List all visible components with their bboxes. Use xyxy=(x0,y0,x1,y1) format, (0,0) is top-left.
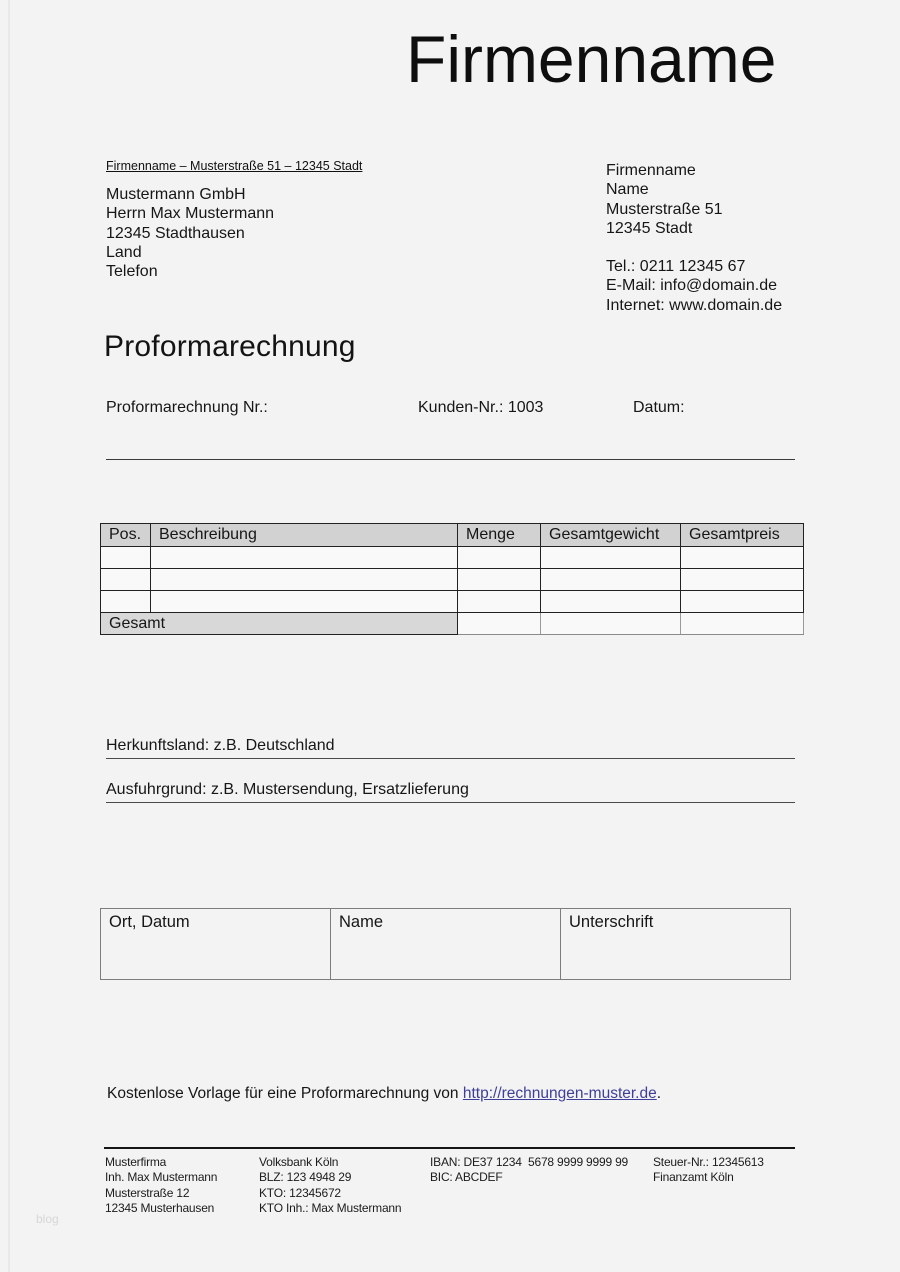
footer-company-column xyxy=(105,1155,217,1217)
footer-divider xyxy=(104,1147,795,1149)
empty-cell xyxy=(541,591,681,613)
items-table-empty-row xyxy=(101,591,804,613)
footer-tax-column xyxy=(653,1155,764,1186)
footer-line: Volksbank Köln xyxy=(259,1155,339,1169)
total-preis-cell xyxy=(681,613,804,635)
empty-cell xyxy=(101,569,151,591)
total-menge-cell xyxy=(458,613,541,635)
footer-iban-column xyxy=(430,1155,628,1186)
items-table xyxy=(100,523,804,635)
empty-cell xyxy=(541,547,681,569)
empty-cell xyxy=(151,547,458,569)
template-credit-note xyxy=(107,1085,661,1103)
company-email: E-Mail: info@domain.de xyxy=(606,277,777,295)
template-source-link[interactable]: http://rechnungen-muster.de xyxy=(462,1085,657,1102)
footer-line: IBAN: DE37 1234 5678 9999 9999 99 xyxy=(430,1155,629,1169)
note-suffix: . xyxy=(656,1085,662,1102)
empty-cell xyxy=(151,591,458,613)
items-table-total-row xyxy=(101,613,804,635)
note-text: Kostenlose Vorlage für eine Proformarechnung von xyxy=(107,1085,463,1102)
company-address-line: Firmenname xyxy=(606,162,696,179)
col-header-gesamtpreis: Gesamtpreis xyxy=(681,524,804,547)
signature-section xyxy=(100,908,791,980)
company-address-line: 12345 Stadt xyxy=(606,219,693,237)
footer-line: BLZ: 123 4948 29 xyxy=(259,1170,352,1185)
footer-bank-column xyxy=(259,1155,401,1217)
items-table-header-row xyxy=(101,524,804,547)
date-label: Datum: xyxy=(633,399,685,416)
footer-line: Musterstraße 12 xyxy=(105,1185,190,1200)
signature-box-place-date: Ort, Datum xyxy=(100,908,331,980)
empty-cell xyxy=(681,569,804,591)
origin-field: Herkunftsland: z.B. Deutschland xyxy=(106,737,795,759)
recipient-line: Telefon xyxy=(106,263,158,281)
items-table-empty-row xyxy=(101,547,804,569)
footer-line: Inh. Max Mustermann xyxy=(105,1170,218,1185)
company-website: Internet: www.domain.de xyxy=(606,296,783,314)
export-reason-field: Ausfuhrgrund: z.B. Mustersendung, Ersatzlieferung xyxy=(106,781,795,803)
recipient-line: 12345 Stadthausen xyxy=(106,224,245,242)
blog-watermark: blog xyxy=(36,1212,59,1226)
footer-line: KTO Inh.: Max Mustermann xyxy=(259,1201,402,1216)
footer-line: KTO: 12345672 xyxy=(259,1185,341,1200)
footer-line: BIC: ABCDEF xyxy=(430,1170,503,1185)
footer-line: Finanzamt Köln xyxy=(653,1170,734,1185)
sender-return-address: Firmenname – Musterstraße 51 – 12345 Stadt xyxy=(106,159,363,173)
signature-box-name: Name xyxy=(330,908,561,980)
document-heading: Proformarechnung xyxy=(104,330,356,363)
empty-cell xyxy=(101,547,151,569)
col-header-beschreibung: Beschreibung xyxy=(151,524,458,547)
company-phone: Tel.: 0211 12345 67 xyxy=(606,258,746,276)
signature-box-signature: Unterschrift xyxy=(560,908,791,980)
company-address-line: Musterstraße 51 xyxy=(606,200,723,218)
empty-cell xyxy=(101,591,151,613)
empty-cell xyxy=(151,569,458,591)
customer-number: Kunden-Nr.: 1003 xyxy=(418,399,544,416)
invoice-number-label: Proformarechnung Nr.: xyxy=(106,399,268,416)
col-header-gesamtgewicht: Gesamtgewicht xyxy=(541,524,681,547)
total-label: Gesamt xyxy=(101,613,458,635)
empty-cell xyxy=(681,547,804,569)
empty-cell xyxy=(458,547,541,569)
footer-line: Musterfirma xyxy=(105,1155,167,1169)
company-address-block xyxy=(606,161,782,315)
recipient-line: Mustermann GmbH xyxy=(106,186,246,203)
col-header-menge: Menge xyxy=(458,524,541,547)
items-table-empty-row xyxy=(101,569,804,591)
empty-cell xyxy=(681,591,804,613)
total-gewicht-cell xyxy=(541,613,681,635)
page-title: Firmenname xyxy=(406,22,777,96)
recipient-line: Land xyxy=(106,243,142,261)
header-divider xyxy=(106,459,795,460)
empty-cell xyxy=(458,591,541,613)
empty-cell xyxy=(541,569,681,591)
company-address-line: Name xyxy=(606,181,649,199)
recipient-address-block xyxy=(106,185,274,281)
footer-line: Steuer-Nr.: 12345613 xyxy=(653,1155,764,1169)
empty-cell xyxy=(458,569,541,591)
footer-line: 12345 Musterhausen xyxy=(105,1201,215,1216)
col-header-pos: Pos. xyxy=(101,524,151,547)
recipient-line: Herrn Max Mustermann xyxy=(106,205,275,223)
